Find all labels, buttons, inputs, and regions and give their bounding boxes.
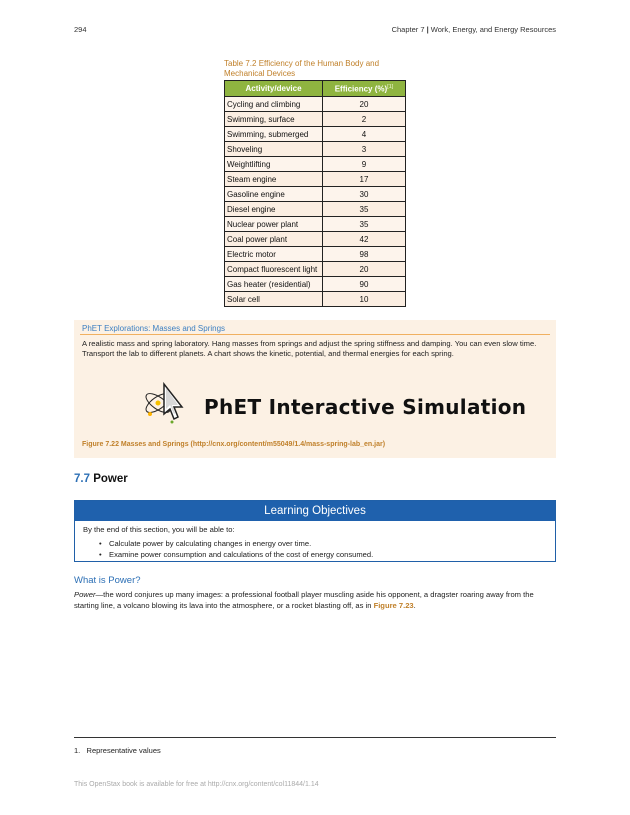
list-item: • Calculate power by calculating changes in energy over time.: [99, 538, 373, 549]
figure-link[interactable]: Figure 7.23: [373, 600, 414, 610]
table-row: [225, 112, 406, 127]
efficiency-cell: 90: [323, 277, 406, 292]
efficiency-cell: 35: [323, 217, 406, 232]
activity-cell: Coal power plant: [225, 232, 323, 247]
activity-cell: Electric motor: [225, 247, 323, 262]
efficiency-cell: 2: [323, 112, 406, 127]
efficiency-cell: 42: [323, 232, 406, 247]
table-row: [225, 262, 406, 277]
activity-cell: Steam engine: [225, 172, 323, 187]
chapter-title: Work, Energy, and Energy Resources: [430, 25, 556, 34]
list-item: • Examine power consumption and calculations of the cost of energy consumed.: [99, 549, 373, 560]
table-row: [225, 172, 406, 187]
table-header-row: [225, 81, 406, 97]
footnote-divider: [74, 737, 556, 738]
section-number: 7.7: [74, 473, 90, 485]
table-caption: Table 7.2 Efficiency of the Human Body and Mechanical Devices: [224, 59, 380, 78]
footnote-ref[interactable]: [1]: [387, 83, 394, 90]
efficiency-cell: 9: [323, 157, 406, 172]
activity-cell: Compact fluorescent light: [225, 262, 323, 277]
table-row: [225, 157, 406, 172]
learning-objectives-box: [74, 500, 556, 562]
learning-objectives-list: [99, 538, 373, 560]
activity-cell: Weightlifting: [225, 157, 323, 172]
efficiency-cell: 10: [323, 292, 406, 307]
efficiency-cell: 17: [323, 172, 406, 187]
subsection-heading: What is Power?: [74, 575, 141, 586]
table-row: [225, 142, 406, 157]
figure-caption[interactable]: Figure 7.22 Masses and Springs (http://cnx.org/content/m55049/1.4/mass-spring-lab_en.jar): [82, 441, 386, 448]
efficiency-cell: 20: [323, 262, 406, 277]
learning-objectives-intro: By the end of this section, you will be able to:: [83, 525, 235, 534]
activity-cell: Nuclear power plant: [225, 217, 323, 232]
activity-cell: Swimming, submerged: [225, 127, 323, 142]
table-row: [225, 97, 406, 112]
phet-exploration-box: [74, 320, 556, 458]
body-paragraph: Power—the word conjures up many images: a professional football player muscling aside his opponent, a dragster roaring away from the starting line, a volcano blowing its lava into the atmosphere, or a rocket blasting off, as in Figure 7.23.: [74, 590, 534, 610]
activity-cell: Solar cell: [225, 292, 323, 307]
table-row: [225, 217, 406, 232]
table-row: [225, 292, 406, 307]
activity-cell: Gasoline engine: [225, 187, 323, 202]
section-title: Power: [93, 473, 128, 485]
activity-cell: Swimming, surface: [225, 112, 323, 127]
column-header-activity: Activity/device: [225, 81, 323, 97]
activity-cell: Shoveling: [225, 142, 323, 157]
table-row: [225, 277, 406, 292]
section-heading: [74, 473, 128, 485]
efficiency-cell: 35: [323, 202, 406, 217]
table-row: [225, 202, 406, 217]
running-header: [392, 25, 556, 34]
efficiency-cell: 3: [323, 142, 406, 157]
activity-cell: Gas heater (residential): [225, 277, 323, 292]
activity-cell: Cycling and climbing: [225, 97, 323, 112]
column-header-efficiency: Efficiency (%)[1]: [323, 81, 406, 97]
activity-cell: Diesel engine: [225, 202, 323, 217]
efficiency-cell: 20: [323, 97, 406, 112]
table-row: [225, 247, 406, 262]
phet-description: A realistic mass and spring laboratory. Hang masses from springs and adjust the spring stiffness and damping. You can even slow time. Transport the lab to different planets. A chart shows the kinetic, potential, and thermal energies for each spring.: [82, 339, 537, 358]
table-row: [225, 187, 406, 202]
chapter-prefix: Chapter 7: [391, 25, 425, 34]
efficiency-table: [224, 80, 406, 307]
header-separator: |: [424, 25, 431, 34]
learning-objectives-heading: Learning Objectives: [75, 501, 555, 521]
phet-divider: [80, 334, 550, 335]
table-row: [225, 127, 406, 142]
page-footer: This OpenStax book is available for free at http://cnx.org/content/col11844/1.14: [74, 781, 319, 788]
page-number: 294: [74, 25, 87, 34]
term: Power: [74, 590, 96, 599]
efficiency-cell: 98: [323, 247, 406, 262]
footnote: 1. Representative values: [74, 746, 161, 755]
phet-logo-text: PhET Interactive Simulation: [204, 395, 527, 419]
efficiency-cell: 30: [323, 187, 406, 202]
efficiency-cell: 4: [323, 127, 406, 142]
phet-title: PhET Explorations: Masses and Springs: [82, 324, 226, 333]
table-row: [225, 232, 406, 247]
